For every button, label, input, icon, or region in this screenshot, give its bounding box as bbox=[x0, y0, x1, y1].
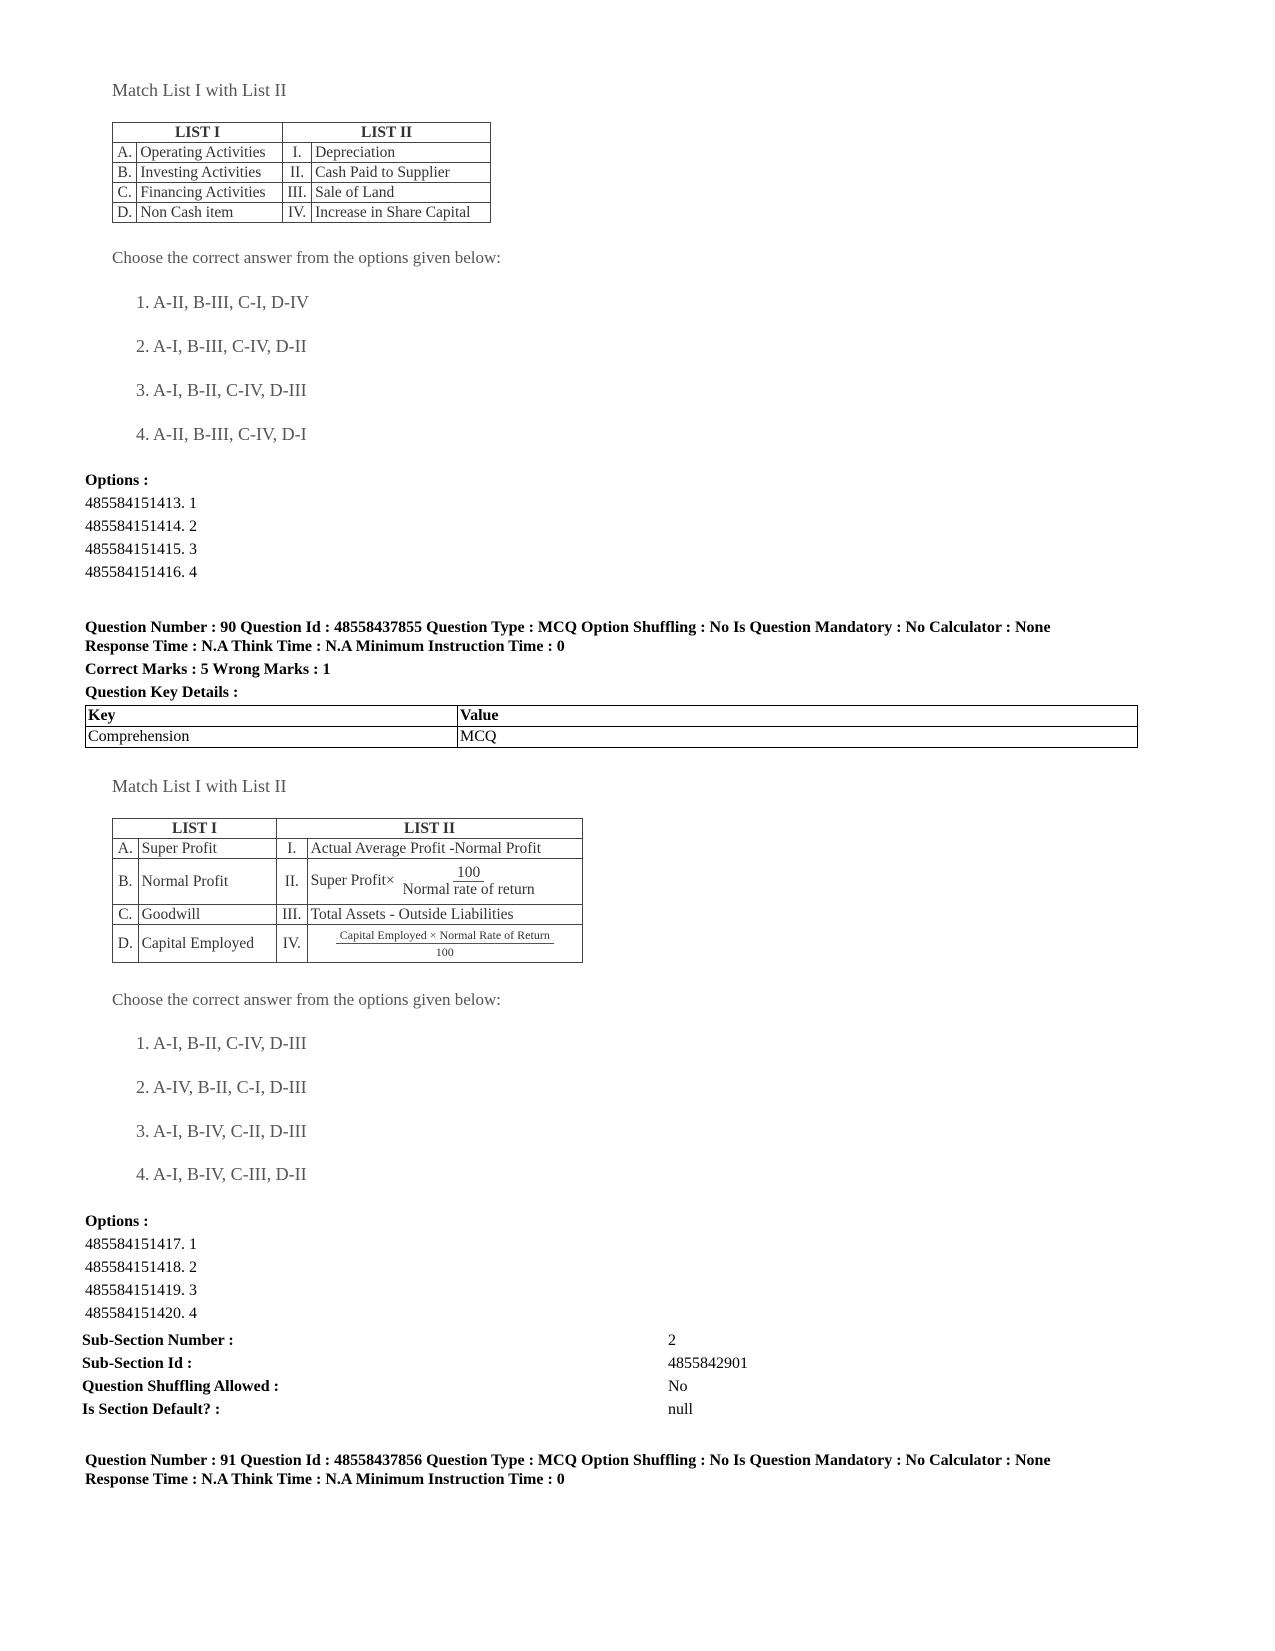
q90-choice-3: 3. A-I, B-IV, C-II, D-III bbox=[136, 1121, 307, 1141]
key-cell: Comprehension bbox=[86, 727, 458, 748]
row-match: Sale of Land bbox=[312, 183, 491, 203]
q89-option-1: 485584151413. 1 bbox=[85, 495, 197, 512]
fraction bbox=[399, 865, 539, 898]
q89-instruction: Choose the correct answer from the options given below: bbox=[112, 248, 502, 267]
subsection-number-value: 2 bbox=[668, 1332, 676, 1349]
q90-key-details-label: Question Key Details : bbox=[85, 684, 239, 701]
row-item: Super Profit bbox=[138, 839, 276, 859]
fraction bbox=[336, 927, 554, 960]
q90-marks: Correct Marks : 5 Wrong Marks : 1 bbox=[85, 661, 331, 678]
row-roman: IV. bbox=[283, 203, 312, 223]
q90-choice-2: 2. A-IV, B-II, C-I, D-III bbox=[136, 1077, 307, 1097]
q89-intro: Match List I with List II bbox=[112, 80, 287, 100]
q89-option-3: 485584151415. 3 bbox=[85, 541, 197, 558]
row-letter: D. bbox=[113, 203, 137, 223]
row-item: Financing Activities bbox=[137, 183, 283, 203]
q89-question-image bbox=[112, 80, 286, 101]
q90-intro: Match List I with List II bbox=[112, 776, 287, 796]
row-roman: III. bbox=[283, 183, 312, 203]
value-cell: MCQ bbox=[458, 727, 1138, 748]
row-letter: D. bbox=[113, 925, 139, 963]
row-match: Depreciation bbox=[312, 143, 491, 163]
subsection-id-value: 4855842901 bbox=[668, 1355, 748, 1372]
q90-choice-4: 4. A-I, B-IV, C-III, D-II bbox=[136, 1164, 307, 1184]
list-ii-header: LIST II bbox=[283, 123, 491, 143]
section-default-label: Is Section Default? : bbox=[82, 1401, 221, 1418]
row-roman: III. bbox=[277, 905, 308, 925]
table-header-row bbox=[113, 819, 583, 839]
table-header-row bbox=[113, 123, 491, 143]
table-row bbox=[86, 727, 1138, 748]
table-row bbox=[113, 905, 583, 925]
q90-options-label: Options : bbox=[85, 1213, 149, 1230]
q89-choice-2: 2. A-I, B-III, C-IV, D-II bbox=[136, 336, 307, 356]
fraction-denominator: Normal rate of return bbox=[402, 881, 535, 898]
q89-choice-1: 1. A-II, B-III, C-I, D-IV bbox=[136, 292, 309, 312]
row-letter: B. bbox=[113, 859, 139, 905]
subsection-number-label: Sub-Section Number : bbox=[82, 1332, 234, 1349]
list-i-header: LIST I bbox=[113, 819, 277, 839]
row-match-formula bbox=[307, 859, 582, 905]
fraction-denominator: 100 bbox=[435, 945, 454, 959]
q89-options-label: Options : bbox=[85, 472, 149, 489]
row-item: Operating Activities bbox=[137, 143, 283, 163]
row-item: Non Cash item bbox=[137, 203, 283, 223]
row-match-formula bbox=[307, 925, 582, 963]
q89-match-table bbox=[112, 122, 491, 223]
row-roman: II. bbox=[283, 163, 312, 183]
row-match: Actual Average Profit -Normal Profit bbox=[307, 839, 582, 859]
row-letter: C. bbox=[113, 183, 137, 203]
table-row bbox=[113, 859, 583, 905]
formula-prefix: Super Profit× bbox=[310, 872, 395, 890]
table-row bbox=[113, 183, 491, 203]
row-item: Investing Activities bbox=[137, 163, 283, 183]
table-row bbox=[113, 143, 491, 163]
key-header: Key bbox=[86, 706, 458, 727]
q89-option-2: 485584151414. 2 bbox=[85, 518, 197, 535]
row-match: Increase in Share Capital bbox=[312, 203, 491, 223]
q90-instruction: Choose the correct answer from the options given below: bbox=[112, 990, 502, 1009]
row-roman: I. bbox=[283, 143, 312, 163]
q89-choice-4: 4. A-II, B-III, C-IV, D-I bbox=[136, 424, 307, 444]
value-header: Value bbox=[458, 706, 1138, 727]
table-row bbox=[113, 203, 491, 223]
row-letter: A. bbox=[113, 839, 139, 859]
q91-header-line-2: Response Time : N.A Think Time : N.A Minimum Instruction Time : 0 bbox=[85, 1471, 565, 1488]
q90-key-details-table bbox=[85, 705, 1138, 748]
row-roman: I. bbox=[277, 839, 308, 859]
row-letter: C. bbox=[113, 905, 139, 925]
q91-header-line-1: Question Number : 91 Question Id : 48558437856 Question Type : MCQ Option Shuffling : No Is Question Mandatory : No Calculator : None bbox=[85, 1452, 1051, 1469]
q89-choice-3: 3. A-I, B-II, C-IV, D-III bbox=[136, 380, 307, 400]
table-row bbox=[113, 925, 583, 963]
list-i-header: LIST I bbox=[113, 123, 283, 143]
q90-match-table bbox=[112, 818, 583, 963]
row-match: Cash Paid to Supplier bbox=[312, 163, 491, 183]
row-letter: A. bbox=[113, 143, 137, 163]
q90-option-1: 485584151417. 1 bbox=[85, 1236, 197, 1253]
fraction-numerator: Capital Employed × Normal Rate of Return bbox=[336, 927, 554, 944]
fraction-numerator: 100 bbox=[453, 865, 484, 882]
q90-question-image bbox=[112, 776, 286, 797]
table-row bbox=[113, 163, 491, 183]
row-roman: IV. bbox=[277, 925, 308, 963]
table-header-row bbox=[86, 706, 1138, 727]
list-ii-header: LIST II bbox=[277, 819, 583, 839]
q90-header-line-1: Question Number : 90 Question Id : 48558437855 Question Type : MCQ Option Shuffling : No Is Question Mandatory : No Calculator : None bbox=[85, 619, 1051, 636]
subsection-id-label: Sub-Section Id : bbox=[82, 1355, 193, 1372]
question-shuffling-label: Question Shuffling Allowed : bbox=[82, 1378, 279, 1395]
q90-option-4: 485584151420. 4 bbox=[85, 1305, 197, 1322]
row-item: Goodwill bbox=[138, 905, 276, 925]
row-letter: B. bbox=[113, 163, 137, 183]
q90-option-3: 485584151419. 3 bbox=[85, 1282, 197, 1299]
table-row bbox=[113, 839, 583, 859]
row-roman: II. bbox=[277, 859, 308, 905]
row-item: Capital Employed bbox=[138, 925, 276, 963]
q90-header-line-2: Response Time : N.A Think Time : N.A Minimum Instruction Time : 0 bbox=[85, 638, 565, 655]
row-match: Total Assets - Outside Liabilities bbox=[307, 905, 582, 925]
q90-option-2: 485584151418. 2 bbox=[85, 1259, 197, 1276]
question-shuffling-value: No bbox=[668, 1378, 688, 1395]
q89-option-4: 485584151416. 4 bbox=[85, 564, 197, 581]
row-item: Normal Profit bbox=[138, 859, 276, 905]
q90-choice-1: 1. A-I, B-II, C-IV, D-III bbox=[136, 1033, 307, 1053]
section-default-value: null bbox=[668, 1401, 693, 1418]
